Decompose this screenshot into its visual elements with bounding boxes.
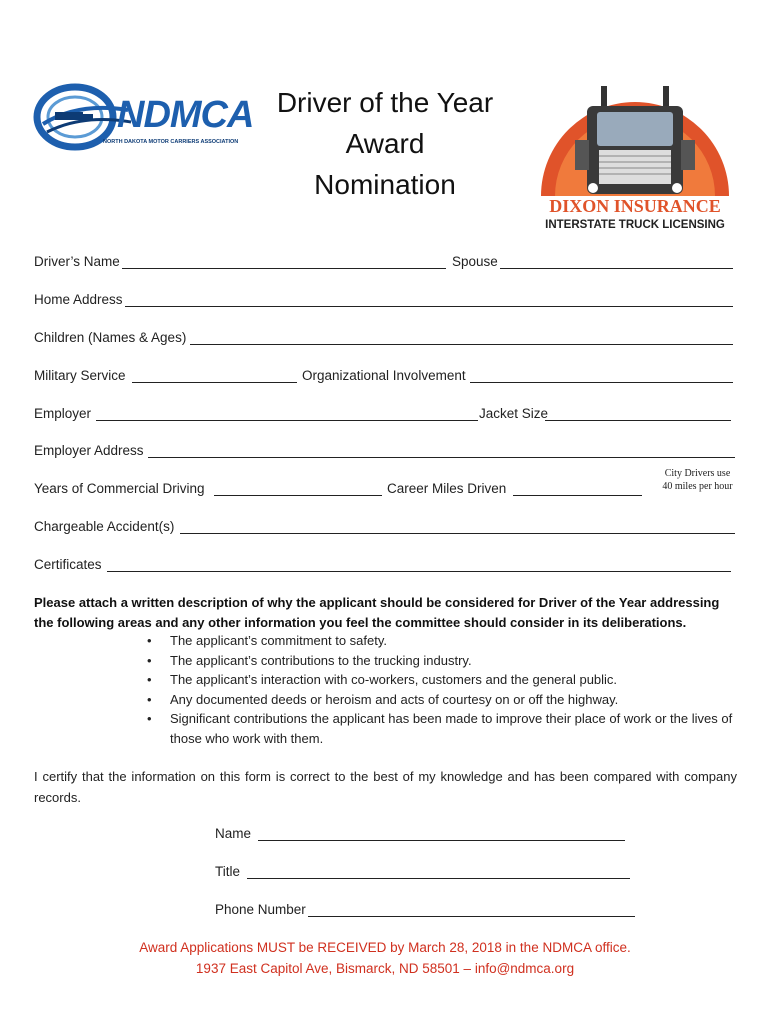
children-field[interactable] (190, 344, 733, 345)
truck-icon (535, 78, 735, 203)
career-miles-label: Career Miles Driven (387, 481, 507, 496)
list-item: • The applicant’s interaction with co-workers, customers and the general public. (147, 670, 747, 690)
signature-phone-label: Phone Number (215, 902, 306, 917)
signature-title-row (215, 861, 630, 881)
accidents-field[interactable] (180, 533, 735, 534)
jacket-size-label: Jacket Size (479, 406, 549, 421)
row-driving (34, 478, 736, 498)
row-children (34, 327, 736, 347)
jacket-size-field[interactable] (545, 420, 731, 421)
row-employer-address (34, 440, 736, 460)
signature-phone-field[interactable] (308, 916, 635, 917)
signature-title-field[interactable] (247, 878, 630, 879)
row-home-address (34, 289, 736, 309)
miles-note (650, 467, 745, 493)
ndmca-wordmark: NDMCA (117, 94, 254, 136)
home-address-field[interactable] (125, 306, 733, 307)
footer-deadline: Award Applications MUST be RECEIVED by March 28, 2018 in the NDMCA office. (139, 940, 631, 955)
accidents-label: Chargeable Accident(s) (34, 519, 175, 534)
signature-title-label: Title (215, 864, 241, 879)
miles-note-line-1: City Drivers use (664, 468, 731, 479)
miles-note-line-2: 40 miles per hour (662, 481, 733, 492)
footer-address: 1937 East Capitol Ave, Bismarck, ND 58501 – info@ndmca.org (195, 961, 575, 976)
list-item: • Any documented deeds or heroism and acts of courtesy on or off the highway. (147, 690, 747, 710)
row-accidents (34, 516, 736, 536)
dixon-tagline: INTERSTATE TRUCK LICENSING (545, 219, 725, 231)
row-certificates (34, 554, 736, 574)
instructions-paragraph: Please attach a written description of why the applicant should be considered for Driver of the Year addressing the following areas and any other information you feel the committee should consider in its deliberations. (34, 595, 720, 630)
signature-name-label: Name (215, 826, 252, 841)
title-line-2: Award (345, 128, 425, 159)
dixon-brand: DIXON INSURANCE (549, 196, 721, 216)
career-miles-field[interactable] (513, 495, 642, 496)
certify-statement: I certify that the information on this form is correct to the best of my knowledge and has been compared with company records. (34, 769, 737, 805)
employer-address-field[interactable] (148, 457, 735, 458)
military-service-field[interactable] (132, 382, 297, 383)
title-line-1: Driver of the Year (276, 87, 494, 118)
organizational-involvement-field[interactable] (470, 382, 733, 383)
row-drivers-name (34, 251, 736, 271)
page-title (260, 82, 510, 205)
certificates-field[interactable] (107, 571, 731, 572)
drivers-name-label: Driver’s Name (34, 254, 120, 269)
home-address-label: Home Address (34, 292, 123, 307)
years-driving-field[interactable] (214, 495, 382, 496)
list-item: • The applicant’s commitment to safety. (147, 631, 747, 651)
spouse-label: Spouse (452, 254, 498, 269)
signature-name-row (215, 823, 625, 843)
title-line-3: Nomination (314, 169, 456, 200)
drivers-name-field[interactable] (122, 268, 446, 269)
employer-label: Employer (34, 406, 92, 421)
years-driving-label: Years of Commercial Driving (34, 481, 205, 496)
spouse-field[interactable] (500, 268, 733, 269)
military-service-label: Military Service (34, 368, 126, 383)
children-label: Children (Names & Ages) (34, 330, 187, 345)
signature-name-field[interactable] (258, 840, 625, 841)
certificates-label: Certificates (34, 557, 102, 572)
dixon-logo (535, 78, 735, 238)
ndmca-fullname: NORTH DAKOTA MOTOR CARRIERS ASSOCIATION (103, 139, 239, 145)
list-item: • The applicant’s contributions to the trucking industry. (147, 651, 747, 671)
list-item: • Significant contributions the applicant has been made to improve their place of work or the lives of those who work with them. (147, 709, 747, 748)
ndmca-logo (33, 82, 254, 152)
employer-field[interactable] (96, 420, 478, 421)
row-military (34, 365, 736, 385)
organizational-involvement-label: Organizational Involvement (302, 368, 466, 383)
employer-address-label: Employer Address (34, 443, 144, 458)
row-employer (34, 403, 736, 423)
signature-phone-row (215, 899, 635, 919)
criteria-list (147, 631, 747, 748)
